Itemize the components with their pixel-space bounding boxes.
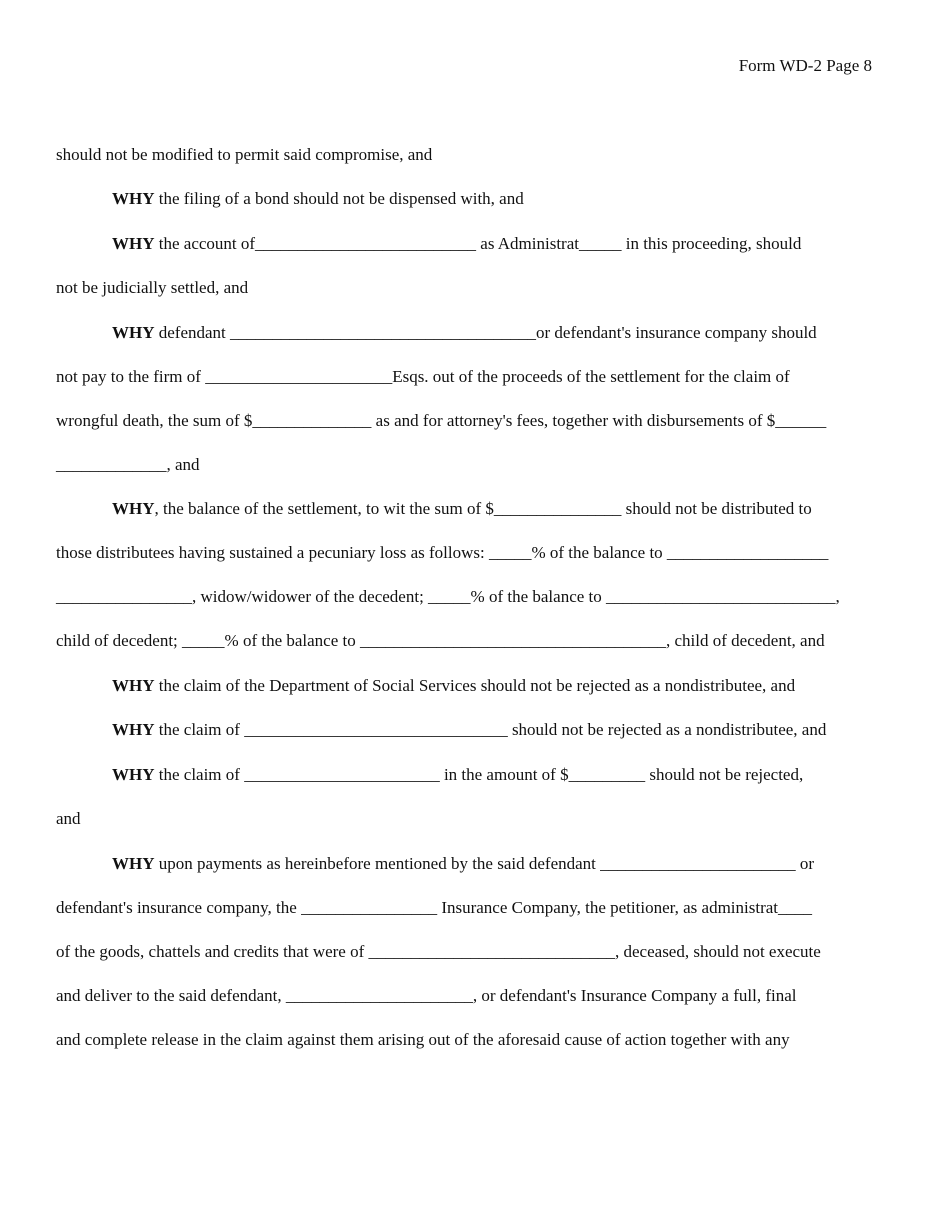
body-line: wrongful death, the sum of $______________ as and for attorney's fees, together with disbursements of $______	[56, 411, 827, 430]
body-line: of the goods, chattels and credits that were of _____________________________, deceased, should not execute	[56, 942, 821, 961]
body-line: defendant's insurance company, the ________________ Insurance Company, the petitioner, as administrat____	[56, 898, 813, 917]
body-line: and	[56, 809, 81, 828]
body-line: WHY the claim of the Department of Social Services should not be rejected as a nondistributee, and	[112, 676, 796, 695]
body-line: WHY the filing of a bond should not be dispensed with, and	[112, 189, 524, 208]
body-line: _____________, and	[56, 455, 200, 474]
form-page-header: Form WD-2 Page 8	[738, 56, 872, 75]
body-line: not be judicially settled, and	[56, 278, 249, 297]
body-line: child of decedent; _____% of the balance to ____________________________________, child of decedent, and	[56, 631, 825, 650]
body-line: not pay to the firm of ______________________Esqs. out of the proceeds of the settlement for the claim of	[56, 367, 790, 386]
body-line: WHY the claim of _______________________ in the amount of $_________ should not be rejected,	[112, 765, 804, 784]
body-line: WHY, the balance of the settlement, to wit the sum of $_______________ should not be distributed to	[112, 499, 812, 518]
body-line: ________________, widow/widower of the decedent; _____% of the balance to ___________________________,	[56, 587, 840, 606]
body-line: and complete release in the claim against them arising out of the aforesaid cause of action together with any	[56, 1030, 790, 1049]
body-line: WHY upon payments as hereinbefore mentioned by the said defendant _______________________ or	[112, 854, 815, 873]
body-line: should not be modified to permit said compromise, and	[56, 145, 433, 164]
body-line: WHY defendant ____________________________________or defendant's insurance company should	[112, 323, 817, 342]
body-line: and deliver to the said defendant, ______________________, or defendant's Insurance Company a full, final	[56, 986, 797, 1005]
body-line: WHY the claim of _______________________________ should not be rejected as a nondistributee, and	[112, 720, 827, 739]
body-line: those distributees having sustained a pecuniary loss as follows: _____% of the balance to ___________________	[56, 543, 829, 562]
body-line: WHY the account of__________________________ as Administrat_____ in this proceeding, should	[112, 234, 802, 253]
